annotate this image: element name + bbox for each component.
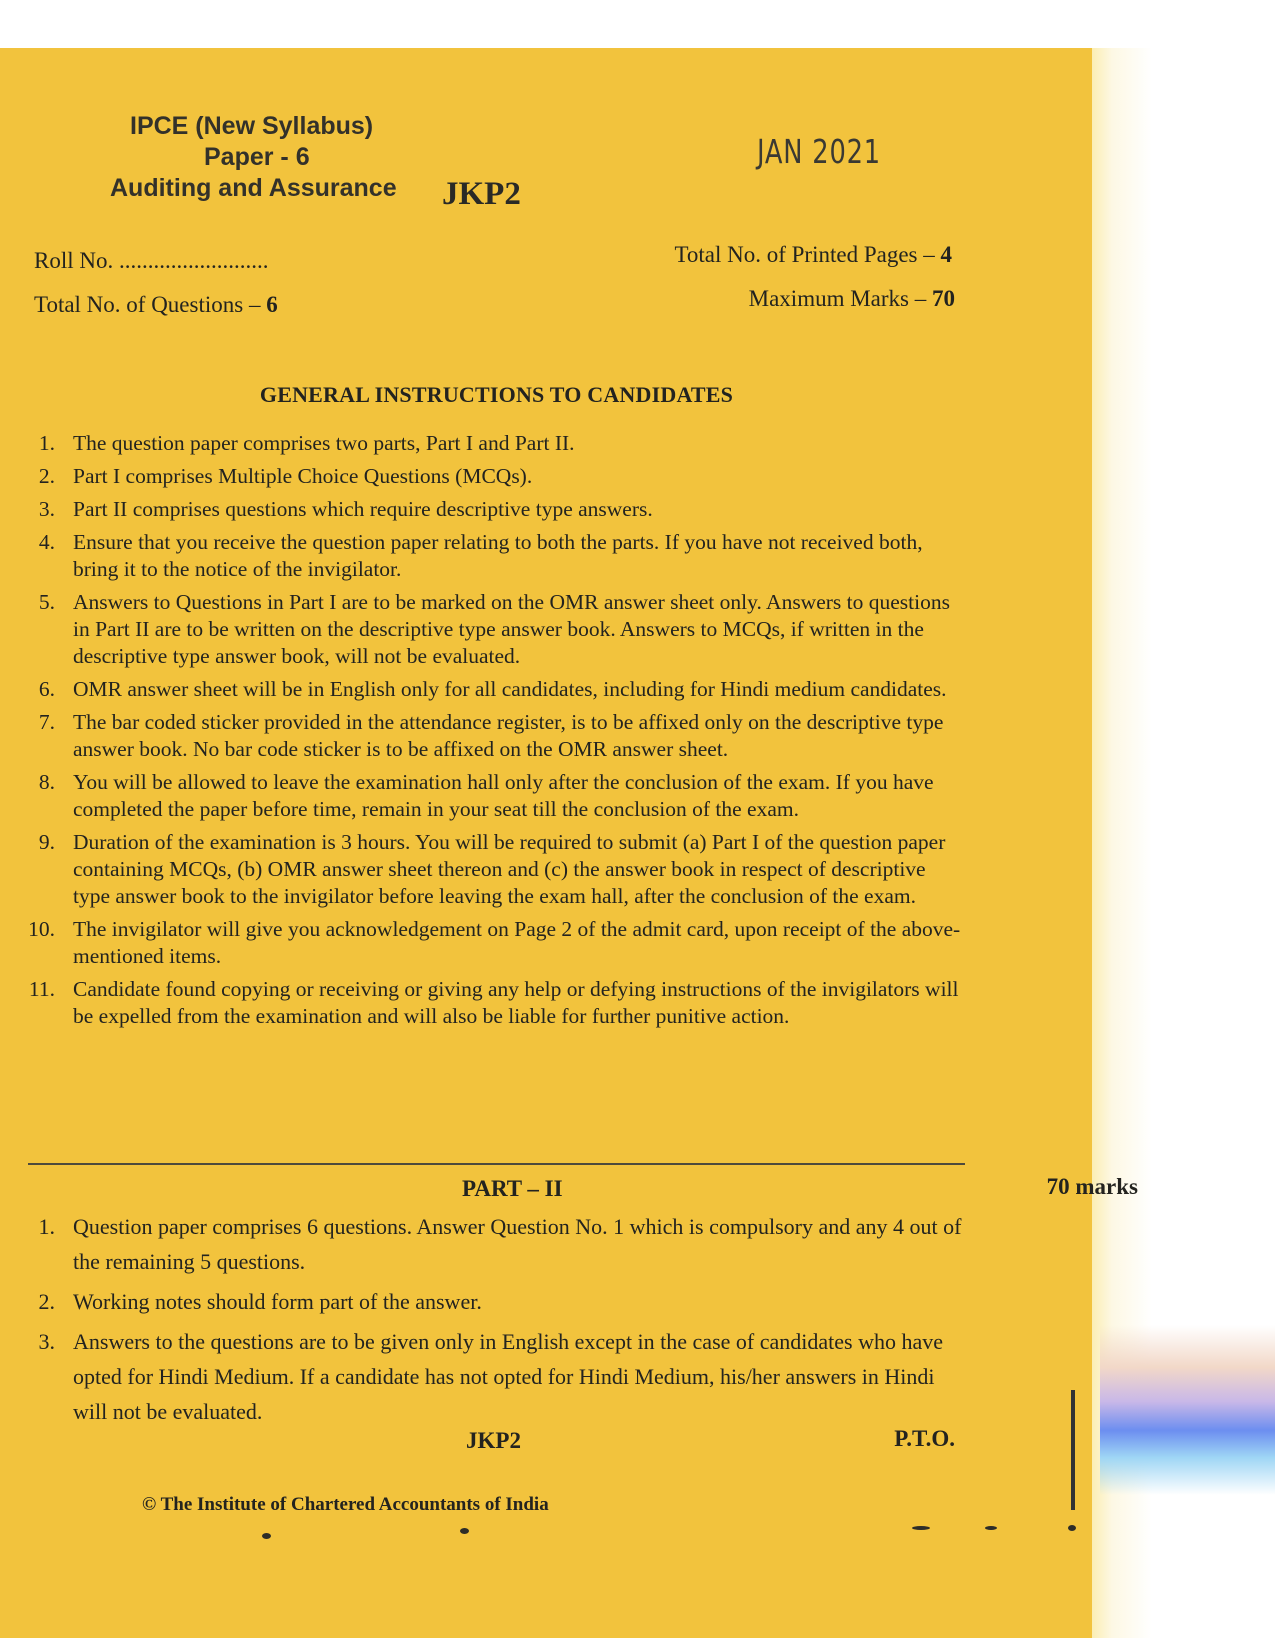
part-two-item: 1. Question paper comprises 6 questions. Answer Question No. 1 which is compulsory and any 4 out of the remaining 5 questions. bbox=[38, 1214, 962, 1274]
please-turn-over: P.T.O. bbox=[894, 1426, 955, 1451]
instruction-item: 8. You will be allowed to leave the examination hall only after the conclusion of the exam. If you have completed the paper before time, remain in your seat till the conclusion of the exam. bbox=[38, 770, 934, 821]
part-two-marks: 70 marks bbox=[1046, 1174, 1138, 1199]
roll-number-blank: .......................... bbox=[118, 248, 269, 273]
printed-pages-value: 4 bbox=[940, 242, 952, 267]
total-questions-value: 6 bbox=[266, 292, 278, 317]
instruction-item: 7. The bar coded sticker provided in the attendance register, is to be affixed only on the descriptive type answer book. No bar code sticker is to be affixed on the OMR answer sheet. bbox=[38, 710, 944, 761]
exam-title: IPCE (New Syllabus) bbox=[130, 112, 374, 140]
scan-artifact bbox=[1100, 1325, 1275, 1495]
footer-paper-code: JKP2 bbox=[466, 1428, 521, 1453]
total-questions bbox=[34, 292, 278, 318]
scan-speck bbox=[1068, 1525, 1076, 1531]
subject-title: Auditing and Assurance bbox=[110, 174, 397, 202]
instruction-item: 5. Answers to Questions in Part I are to be marked on the OMR answer sheet only. Answers to questions in Part II are to be written on the descriptive type answer book. Answers to MCQs, if written in the descriptive type answer book, will not be evaluated. bbox=[38, 590, 950, 668]
part-two-item: 3. Answers to the questions are to be given only in English except in the case of candidates who have opted for Hindi Medium. If a candidate has not opted for Hindi Medium, his/her answers in Hindi will not be evaluated. bbox=[38, 1329, 943, 1424]
paper-code: JKP2 bbox=[442, 176, 521, 212]
printed-pages bbox=[674, 242, 952, 268]
instruction-item: 3. Part II comprises questions which require descriptive type answers. bbox=[38, 497, 653, 521]
scan-speck bbox=[985, 1526, 997, 1530]
maximum-marks-label: Maximum Marks – bbox=[748, 286, 932, 311]
instruction-item: 1. The question paper comprises two parts, Part I and Part II. bbox=[38, 431, 575, 455]
general-instructions-list bbox=[0, 430, 965, 1036]
instruction-item: 10. The invigilator will give you acknowledgement on Page 2 of the admit card, upon receipt of the above-mentioned items. bbox=[28, 917, 961, 968]
maximum-marks bbox=[749, 286, 955, 312]
instruction-item: 6. OMR answer sheet will be in English only for all candidates, including for Hindi medium candidates. bbox=[38, 677, 947, 701]
maximum-marks-value: 70 bbox=[932, 286, 955, 311]
section-divider bbox=[28, 1163, 965, 1165]
paper-number: Paper - 6 bbox=[204, 143, 310, 171]
instruction-item: 2. Part I comprises Multiple Choice Questions (MCQs). bbox=[38, 464, 533, 488]
part-two-item: 2. Working notes should form part of the answer. bbox=[38, 1289, 482, 1314]
part-two-title: PART – II bbox=[462, 1176, 563, 1201]
margin-mark bbox=[1071, 1390, 1075, 1510]
roll-number-field bbox=[34, 248, 268, 274]
exam-date-stamp: JAN 2021 bbox=[757, 132, 881, 171]
instruction-item: 9. Duration of the examination is 3 hours. You will be required to submit (a) Part I of the question paper containing MCQs, (b) OMR answer sheet thereon and (c) the answer book in respect of descriptive type answer book to the invigilator before leaving the exam hall, after the conclusion of the exam. bbox=[38, 830, 946, 908]
copyright-notice: © The Institute of Chartered Accountants of India bbox=[142, 1494, 549, 1515]
scan-speck bbox=[262, 1533, 271, 1539]
roll-number-label: Roll No. bbox=[34, 248, 114, 273]
printed-pages-label: Total No. of Printed Pages – bbox=[674, 242, 941, 267]
general-instructions-heading: GENERAL INSTRUCTIONS TO CANDIDATES bbox=[259, 382, 734, 407]
scan-speck bbox=[912, 1526, 930, 1530]
total-questions-label: Total No. of Questions – bbox=[34, 292, 267, 317]
part-two-instructions-list bbox=[0, 1209, 965, 1434]
instruction-item: 11. Candidate found copying or receiving or giving any help or defying instructions of the invigilators will be expelled from the examination and will also be liable for further punitive action. bbox=[28, 977, 959, 1028]
instruction-item: 4. Ensure that you receive the question paper relating to both the parts. If you have not received both, bring it to the notice of the invigilator. bbox=[38, 530, 923, 581]
scan-speck bbox=[460, 1528, 469, 1534]
